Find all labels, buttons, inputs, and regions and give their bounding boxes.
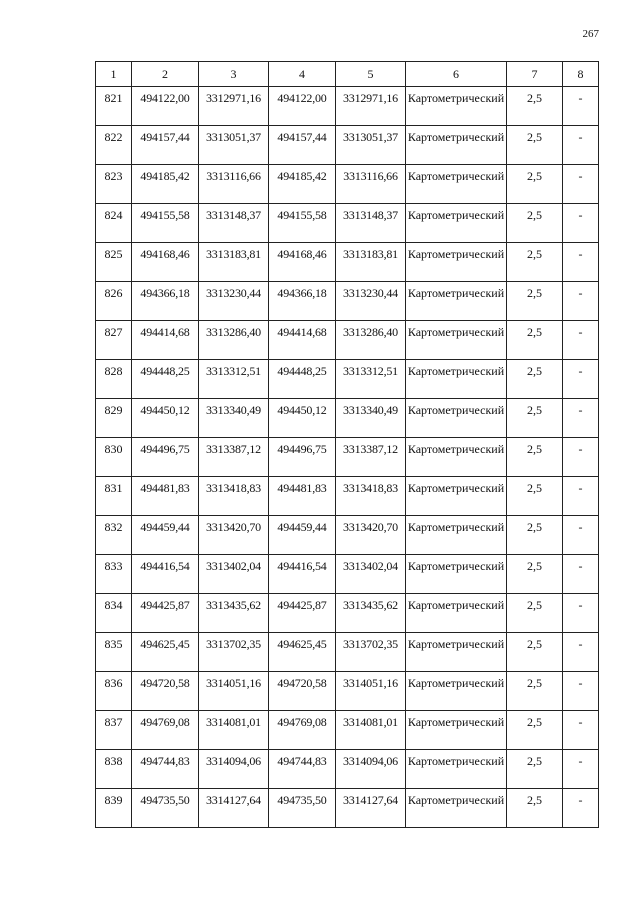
y-coordinate-cell: 3313420,70: [336, 516, 406, 555]
x-coordinate-cell: 494155,58: [269, 204, 336, 243]
method-cell: Картометрический: [406, 789, 507, 828]
table-body: [96, 87, 599, 828]
y-coordinate-cell: 3313702,35: [199, 633, 269, 672]
point-number-cell: 833: [96, 555, 132, 594]
coordinates-table: [95, 61, 599, 828]
table-header-row: [96, 62, 599, 87]
x-coordinate-cell: 494157,44: [132, 126, 199, 165]
point-number-cell: 824: [96, 204, 132, 243]
point-number-cell: 828: [96, 360, 132, 399]
accuracy-cell: 2,5: [507, 360, 563, 399]
table-row: [96, 87, 599, 126]
method-cell: Картометрический: [406, 321, 507, 360]
accuracy-cell: 2,5: [507, 282, 563, 321]
note-cell: -: [563, 750, 599, 789]
column-header: 6: [406, 62, 507, 87]
y-coordinate-cell: 3313116,66: [199, 165, 269, 204]
note-cell: -: [563, 165, 599, 204]
y-coordinate-cell: 3313312,51: [199, 360, 269, 399]
point-number-cell: 839: [96, 789, 132, 828]
y-coordinate-cell: 3313435,62: [336, 594, 406, 633]
x-coordinate-cell: 494481,83: [132, 477, 199, 516]
y-coordinate-cell: 3313230,44: [336, 282, 406, 321]
y-coordinate-cell: 3312971,16: [336, 87, 406, 126]
x-coordinate-cell: 494425,87: [269, 594, 336, 633]
x-coordinate-cell: 494185,42: [132, 165, 199, 204]
y-coordinate-cell: 3313051,37: [199, 126, 269, 165]
x-coordinate-cell: 494155,58: [132, 204, 199, 243]
x-coordinate-cell: 494496,75: [132, 438, 199, 477]
note-cell: -: [563, 711, 599, 750]
y-coordinate-cell: 3313402,04: [336, 555, 406, 594]
x-coordinate-cell: 494744,83: [132, 750, 199, 789]
x-coordinate-cell: 494416,54: [269, 555, 336, 594]
x-coordinate-cell: 494496,75: [269, 438, 336, 477]
table-row: [96, 516, 599, 555]
point-number-cell: 823: [96, 165, 132, 204]
method-cell: Картометрический: [406, 243, 507, 282]
x-coordinate-cell: 494414,68: [269, 321, 336, 360]
y-coordinate-cell: 3314094,06: [199, 750, 269, 789]
x-coordinate-cell: 494769,08: [269, 711, 336, 750]
y-coordinate-cell: 3313420,70: [199, 516, 269, 555]
table-row: [96, 633, 599, 672]
point-number-cell: 826: [96, 282, 132, 321]
column-header: 7: [507, 62, 563, 87]
point-number-cell: 827: [96, 321, 132, 360]
note-cell: -: [563, 360, 599, 399]
table-row: [96, 399, 599, 438]
method-cell: Картометрический: [406, 633, 507, 672]
method-cell: Картометрический: [406, 516, 507, 555]
y-coordinate-cell: 3313340,49: [199, 399, 269, 438]
y-coordinate-cell: 3313418,83: [199, 477, 269, 516]
table-row: [96, 360, 599, 399]
method-cell: Картометрический: [406, 750, 507, 789]
method-cell: Картометрический: [406, 438, 507, 477]
y-coordinate-cell: 3313387,12: [199, 438, 269, 477]
accuracy-cell: 2,5: [507, 165, 563, 204]
y-coordinate-cell: 3313116,66: [336, 165, 406, 204]
point-number-cell: 829: [96, 399, 132, 438]
accuracy-cell: 2,5: [507, 672, 563, 711]
y-coordinate-cell: 3314051,16: [199, 672, 269, 711]
accuracy-cell: 2,5: [507, 438, 563, 477]
x-coordinate-cell: 494366,18: [269, 282, 336, 321]
x-coordinate-cell: 494157,44: [269, 126, 336, 165]
x-coordinate-cell: 494625,45: [132, 633, 199, 672]
table-row: [96, 165, 599, 204]
table-row: [96, 243, 599, 282]
accuracy-cell: 2,5: [507, 204, 563, 243]
note-cell: -: [563, 321, 599, 360]
table-row: [96, 126, 599, 165]
x-coordinate-cell: 494416,54: [132, 555, 199, 594]
y-coordinate-cell: 3313340,49: [336, 399, 406, 438]
x-coordinate-cell: 494450,12: [132, 399, 199, 438]
method-cell: Картометрический: [406, 282, 507, 321]
y-coordinate-cell: 3314127,64: [336, 789, 406, 828]
x-coordinate-cell: 494735,50: [269, 789, 336, 828]
accuracy-cell: 2,5: [507, 126, 563, 165]
x-coordinate-cell: 494414,68: [132, 321, 199, 360]
point-number-cell: 821: [96, 87, 132, 126]
method-cell: Картометрический: [406, 204, 507, 243]
y-coordinate-cell: 3313286,40: [199, 321, 269, 360]
accuracy-cell: 2,5: [507, 477, 563, 516]
y-coordinate-cell: 3313183,81: [199, 243, 269, 282]
table-row: [96, 204, 599, 243]
column-header: 8: [563, 62, 599, 87]
table-row: [96, 594, 599, 633]
accuracy-cell: 2,5: [507, 321, 563, 360]
method-cell: Картометрический: [406, 594, 507, 633]
y-coordinate-cell: 3313418,83: [336, 477, 406, 516]
note-cell: -: [563, 282, 599, 321]
x-coordinate-cell: 494448,25: [132, 360, 199, 399]
point-number-cell: 837: [96, 711, 132, 750]
x-coordinate-cell: 494425,87: [132, 594, 199, 633]
point-number-cell: 831: [96, 477, 132, 516]
column-header: 3: [199, 62, 269, 87]
note-cell: -: [563, 477, 599, 516]
x-coordinate-cell: 494625,45: [269, 633, 336, 672]
y-coordinate-cell: 3313387,12: [336, 438, 406, 477]
table-row: [96, 750, 599, 789]
accuracy-cell: 2,5: [507, 87, 563, 126]
method-cell: Картометрический: [406, 672, 507, 711]
point-number-cell: 838: [96, 750, 132, 789]
y-coordinate-cell: 3313435,62: [199, 594, 269, 633]
table-row: [96, 477, 599, 516]
x-coordinate-cell: 494744,83: [269, 750, 336, 789]
point-number-cell: 825: [96, 243, 132, 282]
y-coordinate-cell: 3313702,35: [336, 633, 406, 672]
x-coordinate-cell: 494769,08: [132, 711, 199, 750]
column-header: 5: [336, 62, 406, 87]
accuracy-cell: 2,5: [507, 399, 563, 438]
y-coordinate-cell: 3313148,37: [199, 204, 269, 243]
x-coordinate-cell: 494185,42: [269, 165, 336, 204]
table-row: [96, 438, 599, 477]
y-coordinate-cell: 3313312,51: [336, 360, 406, 399]
accuracy-cell: 2,5: [507, 555, 563, 594]
method-cell: Картометрический: [406, 711, 507, 750]
method-cell: Картометрический: [406, 555, 507, 594]
point-number-cell: 830: [96, 438, 132, 477]
x-coordinate-cell: 494366,18: [132, 282, 199, 321]
column-header: 4: [269, 62, 336, 87]
x-coordinate-cell: 494459,44: [132, 516, 199, 555]
table-row: [96, 555, 599, 594]
table-row: [96, 672, 599, 711]
note-cell: -: [563, 555, 599, 594]
note-cell: -: [563, 126, 599, 165]
x-coordinate-cell: 494122,00: [269, 87, 336, 126]
note-cell: -: [563, 438, 599, 477]
accuracy-cell: 2,5: [507, 594, 563, 633]
note-cell: -: [563, 243, 599, 282]
x-coordinate-cell: 494720,58: [269, 672, 336, 711]
y-coordinate-cell: 3313183,81: [336, 243, 406, 282]
y-coordinate-cell: 3313230,44: [199, 282, 269, 321]
accuracy-cell: 2,5: [507, 633, 563, 672]
x-coordinate-cell: 494168,46: [132, 243, 199, 282]
accuracy-cell: 2,5: [507, 711, 563, 750]
note-cell: -: [563, 594, 599, 633]
method-cell: Картометрический: [406, 165, 507, 204]
table-row: [96, 321, 599, 360]
y-coordinate-cell: 3313286,40: [336, 321, 406, 360]
y-coordinate-cell: 3314051,16: [336, 672, 406, 711]
page-number: 267: [582, 28, 599, 40]
note-cell: -: [563, 204, 599, 243]
method-cell: Картометрический: [406, 477, 507, 516]
column-header: 2: [132, 62, 199, 87]
x-coordinate-cell: 494168,46: [269, 243, 336, 282]
method-cell: Картометрический: [406, 360, 507, 399]
method-cell: Картометрический: [406, 87, 507, 126]
table-row: [96, 789, 599, 828]
y-coordinate-cell: 3313051,37: [336, 126, 406, 165]
point-number-cell: 836: [96, 672, 132, 711]
method-cell: Картометрический: [406, 399, 507, 438]
point-number-cell: 834: [96, 594, 132, 633]
note-cell: -: [563, 516, 599, 555]
note-cell: -: [563, 789, 599, 828]
y-coordinate-cell: 3314081,01: [336, 711, 406, 750]
table-row: [96, 711, 599, 750]
x-coordinate-cell: 494481,83: [269, 477, 336, 516]
y-coordinate-cell: 3314094,06: [336, 750, 406, 789]
table-row: [96, 282, 599, 321]
accuracy-cell: 2,5: [507, 243, 563, 282]
y-coordinate-cell: 3314081,01: [199, 711, 269, 750]
x-coordinate-cell: 494720,58: [132, 672, 199, 711]
point-number-cell: 832: [96, 516, 132, 555]
y-coordinate-cell: 3312971,16: [199, 87, 269, 126]
column-header: 1: [96, 62, 132, 87]
accuracy-cell: 2,5: [507, 516, 563, 555]
point-number-cell: 835: [96, 633, 132, 672]
accuracy-cell: 2,5: [507, 750, 563, 789]
x-coordinate-cell: 494450,12: [269, 399, 336, 438]
x-coordinate-cell: 494122,00: [132, 87, 199, 126]
y-coordinate-cell: 3313402,04: [199, 555, 269, 594]
x-coordinate-cell: 494459,44: [269, 516, 336, 555]
method-cell: Картометрический: [406, 126, 507, 165]
y-coordinate-cell: 3314127,64: [199, 789, 269, 828]
x-coordinate-cell: 494448,25: [269, 360, 336, 399]
note-cell: -: [563, 399, 599, 438]
x-coordinate-cell: 494735,50: [132, 789, 199, 828]
point-number-cell: 822: [96, 126, 132, 165]
note-cell: -: [563, 633, 599, 672]
note-cell: -: [563, 672, 599, 711]
accuracy-cell: 2,5: [507, 789, 563, 828]
note-cell: -: [563, 87, 599, 126]
y-coordinate-cell: 3313148,37: [336, 204, 406, 243]
